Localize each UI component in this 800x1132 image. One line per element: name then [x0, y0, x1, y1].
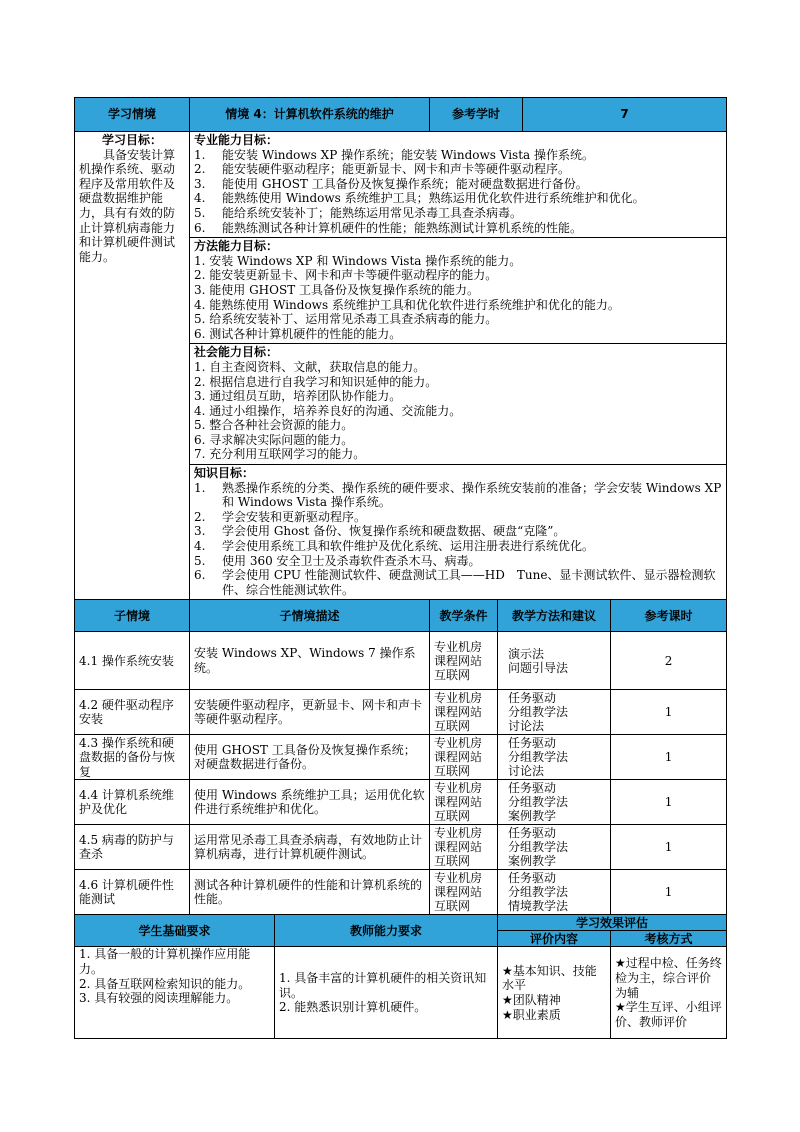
goal-item [194, 191, 722, 206]
sub-h-hours: 参考课时 [611, 600, 727, 632]
h-mode: 考核方式 [611, 931, 727, 947]
method-goals [190, 238, 727, 344]
goal-item-number: 3. [194, 524, 206, 539]
table-row [75, 690, 727, 735]
sub-desc: 运用常见杀毒工具查杀病毒，有效地防止计算机病毒，进行计算机硬件测试。 [190, 825, 430, 870]
professional-title: 专业能力目标： [194, 133, 279, 147]
goal-item-text: 能熟练测试各种计算机硬件的性能；能熟练测试计算机系统的性能。 [222, 220, 583, 235]
goal-item [194, 568, 722, 597]
sub-name: 4.3 操作系统和硬盘数据的备份与恢复 [75, 735, 190, 780]
sub-h-method: 教学方法和建议 [498, 600, 611, 632]
professional-list [194, 148, 722, 236]
sub-h-name: 子情境 [75, 600, 190, 632]
goal-item: 3. 通过组员互助，培养团队协作能力。 [194, 389, 402, 404]
goal-item-number: 6. [194, 568, 206, 583]
sub-cond: 专业机房 课程网站 互联网 [430, 690, 498, 735]
goal-item-text: 学会使用 Ghost 备份、恢复操作系统和硬盘数据、硬盘“克隆”。 [222, 524, 566, 539]
goal-item: 2. 能安装更新显卡、网卡和声卡等硬件驱动程序的能力。 [194, 268, 498, 283]
goal-item: 3. 能使用 GHOST 工具备份及恢复操作系统的能力。 [194, 282, 480, 297]
goals-summary: 具备安装计算机操作系统、驱动程序及常用软件及硬盘数据维护能力，具有有效的防止计算机病毒能力和计算机硬件测试能力。 [79, 147, 176, 264]
goal-item [194, 221, 722, 236]
goal-item [194, 148, 722, 163]
eval-mode: ★过程中检、任务终检为主，综合评价为辅 ★学生互评、小组评价、教师评价 [611, 947, 727, 1039]
sub-method: 任务驱动 分组教学法 情境教学法 [498, 870, 611, 915]
h-content: 评价内容 [498, 931, 611, 947]
sub-name: 4.5 病毒的防护与查杀 [75, 825, 190, 870]
goal-item-text: 能熟练使用 Windows 系统维护工具；熟练运用优化软件进行系统维护和优化。 [222, 191, 645, 206]
goal-item-number: 2. [194, 509, 206, 524]
goal-item-text: 使用 360 安全卫士及杀毒软件查杀木马、病毒。 [222, 553, 481, 568]
goal-item: 6. 测试各种计算机硬件的性能的能力。 [194, 326, 402, 341]
goal-item-text: 学会使用 CPU 性能测试软件、硬盘测试工具——HD Tune、显卡测试软件、显示器检测软件、综合性能测试软件。 [222, 568, 716, 597]
h-eval: 学习效果评估 [498, 915, 727, 931]
sub-method: 任务驱动 分组教学法 讨论法 [498, 690, 611, 735]
goal-item-text: 学会使用系统工具和软件维护及优化系统、运用注册表进行系统优化。 [222, 539, 595, 554]
course-table [74, 97, 727, 1039]
teacher-req: 1. 具备丰富的计算机硬件的相关资讯知识。 2. 能熟悉识别计算机硬件。 [275, 947, 498, 1039]
goal-item: 5. 整合各种社会资源的能力。 [194, 418, 354, 433]
goal-item [194, 162, 722, 177]
goal-item-number: 1. [194, 147, 206, 162]
table-row [75, 735, 727, 780]
sub-desc: 测试各种计算机硬件的性能和计算机系统的性能。 [190, 870, 430, 915]
goal-item-text: 能安装 Windows XP 操作系统；能安装 Windows Vista 操作系统。 [222, 147, 594, 162]
h-student: 学生基础要求 [75, 915, 275, 947]
sub-cond: 专业机房 课程网站 互联网 [430, 870, 498, 915]
social-goals [190, 344, 727, 465]
sub-desc: 安装 Windows XP、Windows 7 操作系统。 [190, 632, 430, 690]
goals-summary-cell [75, 132, 190, 600]
sub-name: 4.1 操作系统安装 [75, 632, 190, 690]
table-row [75, 632, 727, 690]
knowledge-goals [190, 465, 727, 600]
goal-item [194, 539, 722, 554]
sub-name: 4.4 计算机系统维护及优化 [75, 780, 190, 825]
goal-item-number: 2. [194, 162, 206, 177]
sub-method: 任务驱动 分组教学法 案例教学 [498, 780, 611, 825]
goal-item-text: 能安装硬件驱动程序；能更新显卡、网卡和声卡等硬件驱动程序。 [222, 162, 571, 177]
goal-item [194, 481, 722, 510]
sub-rows [75, 632, 727, 915]
method-list [194, 254, 722, 342]
goal-item: 1. 安装 Windows XP 和 Windows Vista 操作系统的能力。 [194, 253, 522, 268]
goal-item-number: 5. [194, 205, 206, 220]
label-situation: 学习情境 [75, 98, 190, 132]
sub-hours: 1 [611, 780, 727, 825]
goal-item-number: 3. [194, 176, 206, 191]
sub-method: 任务驱动 分组教学法 讨论法 [498, 735, 611, 780]
goal-item [194, 177, 722, 192]
situation-title: 情境 4：计算机软件系统的维护 [190, 98, 430, 132]
table-row [75, 780, 727, 825]
table-row [75, 825, 727, 870]
sub-cond: 专业机房 课程网站 互联网 [430, 735, 498, 780]
sub-method: 任务驱动 分组教学法 案例教学 [498, 825, 611, 870]
goal-item-number: 4. [194, 539, 206, 554]
goal-item [194, 510, 722, 525]
sub-hours: 1 [611, 870, 727, 915]
sub-cond: 专业机房 课程网站 互联网 [430, 632, 498, 690]
knowledge-list [194, 481, 722, 598]
sub-hours: 1 [611, 690, 727, 735]
sub-desc: 使用 Windows 系统维护工具；运用优化软件进行系统维护和优化。 [190, 780, 430, 825]
hours-value: 7 [523, 98, 727, 132]
social-title: 社会能力目标： [194, 345, 279, 360]
goals-label: 学习目标： [101, 133, 162, 147]
h-teacher: 教师能力要求 [275, 915, 498, 947]
goal-item: 7. 充分利用互联网学习的能力。 [194, 447, 366, 462]
professional-goals [190, 132, 727, 238]
sub-name: 4.6 计算机硬件性能测试 [75, 870, 190, 915]
goal-item: 4. 通过小组操作，培养养良好的沟通、交流能力。 [194, 403, 462, 418]
goal-item-text: 能给系统安装补丁；能熟练运用常见杀毒工具查杀病毒。 [222, 205, 523, 220]
method-title: 方法能力目标： [194, 239, 279, 254]
sub-method: 演示法 问题引导法 [498, 632, 611, 690]
goal-item-number: 4. [194, 191, 206, 206]
goal-item: 2. 根据信息进行自我学习和知识延伸的能力。 [194, 374, 438, 389]
sub-header-row [75, 600, 727, 632]
goal-item [194, 554, 722, 569]
sub-cond: 专业机房 课程网站 互联网 [430, 780, 498, 825]
eval-content: ★基本知识、技能水平 ★团队精神 ★职业素质 [498, 947, 611, 1039]
student-req: 1. 具备一般的计算机操作应用能力。 2. 具备互联网检索知识的能力。 3. 具有较强的阅读理解能力。 [75, 947, 275, 1039]
sub-h-desc: 子情境描述 [190, 600, 430, 632]
sub-name: 4.2 硬件驱动程序安装 [75, 690, 190, 735]
goal-item: 1. 自主查阅资料、文献，获取信息的能力。 [194, 359, 426, 374]
goal-item-number: 1. [194, 480, 206, 495]
goal-item [194, 524, 722, 539]
goal-item-number: 6. [194, 220, 206, 235]
header-row [75, 98, 727, 132]
goal-item: 4. 能熟练使用 Windows 系统维护工具和优化软件进行系统维护和优化的能力。 [194, 297, 620, 312]
goal-item-text: 能使用 GHOST 工具备份及恢复操作系统；能对硬盘数据进行备份。 [222, 176, 588, 191]
sub-cond: 专业机房 课程网站 互联网 [430, 825, 498, 870]
goal-item-number: 5. [194, 553, 206, 568]
label-hours: 参考学时 [430, 98, 523, 132]
sub-hours: 2 [611, 632, 727, 690]
table-row [75, 870, 727, 915]
sub-hours: 1 [611, 825, 727, 870]
goal-item: 5. 给系统安装补丁、运用常见杀毒工具查杀病毒的能力。 [194, 312, 498, 327]
sub-hours: 1 [611, 735, 727, 780]
sub-h-cond: 教学条件 [430, 600, 498, 632]
goal-item: 6. 寻求解决实际问题的能力。 [194, 432, 354, 447]
goal-item-text: 学会安装和更新驱动程序。 [222, 509, 367, 524]
sub-desc: 使用 GHOST 工具备份及恢复操作系统；对硬盘数据进行备份。 [190, 735, 430, 780]
social-list [194, 360, 722, 462]
document-table-wrapper [74, 97, 726, 1039]
goal-item [194, 206, 722, 221]
knowledge-title: 知识目标： [194, 466, 255, 481]
sub-desc: 安装硬件驱动程序，更新显卡、网卡和声卡等硬件驱动程序。 [190, 690, 430, 735]
goal-item-text: 熟悉操作系统的分类、操作系统的硬件要求、操作系统安装前的准备；学会安装 Windows XP 和 Windows Vista 操作系统。 [222, 480, 722, 510]
